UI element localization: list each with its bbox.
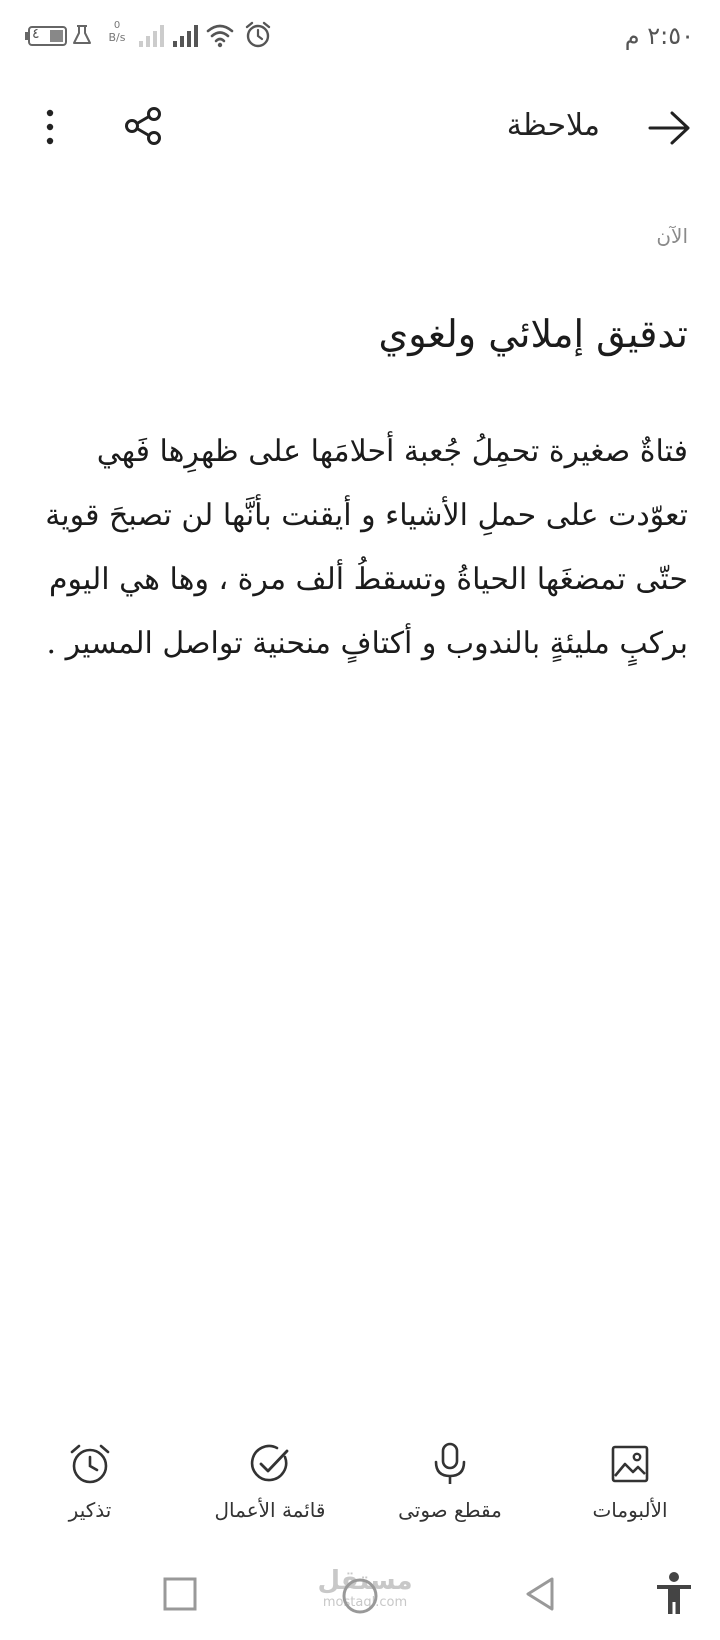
audio-clip-button[interactable]	[370, 1440, 530, 1522]
battery-icon	[24, 26, 68, 46]
network-speed-unit: B/s	[108, 31, 126, 44]
albums-button[interactable]	[550, 1440, 710, 1522]
todo-list-label: قائمة الأعمال	[214, 1498, 326, 1522]
network-speed-value: 0	[113, 20, 121, 31]
todo-list-button[interactable]	[190, 1440, 350, 1522]
flask-icon	[72, 24, 92, 46]
more-options-button[interactable]	[30, 100, 70, 154]
more-vert-icon	[45, 109, 55, 145]
circle-icon	[338, 1574, 382, 1618]
recent-apps-button[interactable]	[160, 1574, 200, 1614]
network-speed	[104, 20, 130, 50]
back-button[interactable]	[644, 102, 696, 154]
wifi-icon	[206, 22, 234, 48]
square-icon	[160, 1574, 200, 1614]
reminder-label: تذكير	[68, 1498, 112, 1522]
alarm-clock-icon	[66, 1440, 114, 1488]
home-button[interactable]	[338, 1574, 382, 1618]
alarm-icon	[244, 20, 272, 50]
microphone-icon	[426, 1440, 474, 1488]
note-timestamp: الآن	[656, 224, 688, 248]
audio-clip-label: مقطع صوتى	[398, 1498, 502, 1522]
arrow-back-icon	[648, 110, 692, 146]
check-circle-icon	[246, 1440, 294, 1488]
nav-back-button[interactable]	[520, 1574, 560, 1614]
status-time: ٢:٥٠ م	[624, 22, 694, 50]
watermark-url: mostaql.com	[322, 1595, 408, 1610]
signal-icon	[172, 24, 200, 48]
watermark-text: مستقل	[317, 1566, 413, 1596]
app-bar	[0, 80, 720, 176]
albums-label: الألبومات	[592, 1498, 668, 1522]
image-icon	[606, 1440, 654, 1488]
reminder-button[interactable]	[10, 1440, 170, 1522]
battery-level: ٤	[32, 26, 40, 42]
note-body[interactable]: فتاةٌ صغيرة تحمِلُ جُعبة أحلامَها على ظهرِها فَهي تعوّدت على حملِ الأشياء و أيقنت بأنَّها لن تصبحَ قوية حتّى تمضغَها الحياةُ وتسقطُ ألف مرة ، وها هي اليوم بركبٍ مليئةٍ بالندوب و أكتافٍ منحنية تواصل المسير .	[45, 434, 688, 661]
accessibility-button[interactable]	[652, 1570, 696, 1618]
note-title[interactable]: تدقيق إملائي ولغوي	[378, 312, 688, 356]
share-button[interactable]	[118, 100, 170, 152]
signal-icon	[138, 24, 166, 48]
page-title: ملاحظة	[506, 108, 600, 143]
triangle-back-icon	[520, 1574, 560, 1614]
share-icon	[124, 106, 164, 146]
accessibility-icon	[652, 1570, 696, 1618]
